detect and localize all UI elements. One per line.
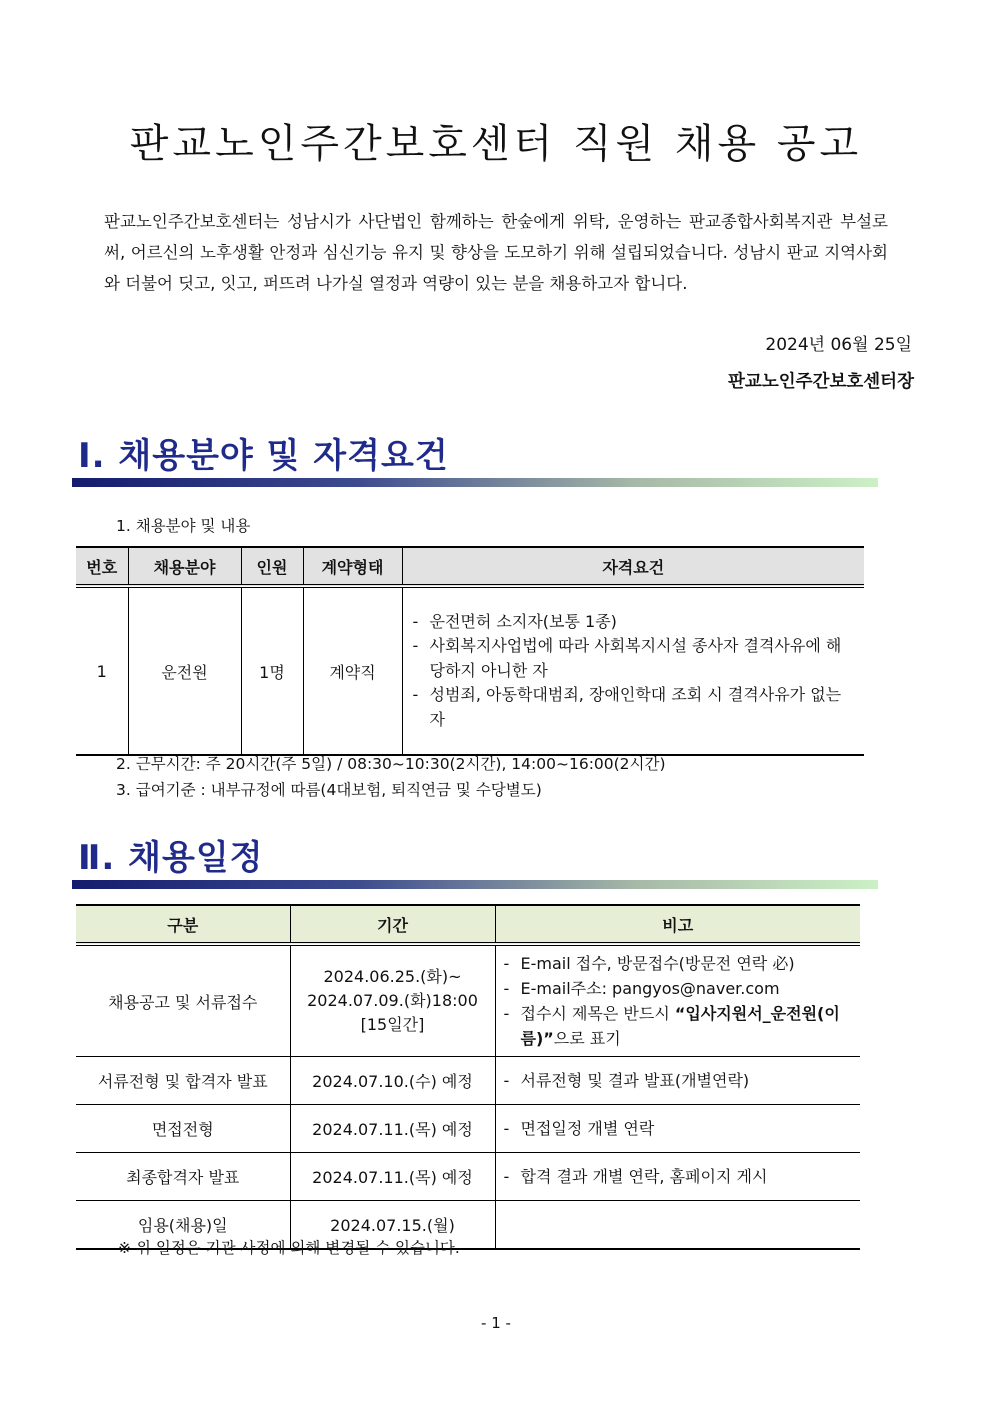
salary-standard: 3. 급여기준 : 내부규정에 따름(4대보험, 퇴직연금 및 수당별도) xyxy=(116,781,542,799)
period-start: 2024.06.25.(화)~ xyxy=(323,967,462,986)
intro-paragraph: 판교노인주간보호센터는 성남시가 사단법인 함께하는 한숲에게 위탁, 운영하는 판교종합사회복지관 부설로써, 어르신의 노후생활 안정과 심신기능 유지 및 향상을 도모하기 위해 설립되었습니다. 성남시 판교 지역사회와 더불어 딧고, 잇고, 퍼뜨려 나가실 열정과 역량이 있는 분을 채용하고자 합니다. xyxy=(104,212,888,293)
table-row xyxy=(76,1057,860,1105)
requirement-item: - 성범죄, 아동학대범죄, 장애인학대 조회 시 결격사유가 없는 자 xyxy=(413,683,857,732)
table-row xyxy=(76,944,860,1057)
table-header-row xyxy=(76,905,860,944)
header-note: 비고 xyxy=(495,905,860,944)
note-item: - E-mail주소: pangyos@naver.com xyxy=(504,976,853,1001)
table-row xyxy=(76,1153,860,1201)
header-stage: 구분 xyxy=(76,905,290,944)
announcement-date: 2024년 06월 25일 xyxy=(765,335,912,355)
section-2-heading: Ⅱ. 채용일정 xyxy=(78,838,264,878)
section-2-divider xyxy=(72,880,878,889)
table-row xyxy=(76,586,864,755)
cell-count: 1명 xyxy=(241,586,303,755)
period-duration: [15일간] xyxy=(360,1015,425,1034)
cell-field: 운전원 xyxy=(128,586,241,755)
cell-note xyxy=(495,1057,860,1105)
cell-stage: 면접전형 xyxy=(76,1105,290,1153)
header-count: 인원 xyxy=(241,547,303,586)
note-text: 접수시 제목은 반드시 xyxy=(520,1004,675,1023)
header-requirements: 자격요건 xyxy=(402,547,864,586)
cell-period xyxy=(290,944,495,1057)
work-hours: 2. 근무시간: 주 20시간(주 5일) / 08:30~10:30(2시간), 14:00~16:00(2시간) xyxy=(116,755,666,773)
note-item: - 서류전형 및 결과 발표(개별연락) xyxy=(504,1068,853,1093)
cell-stage: 채용공고 및 서류접수 xyxy=(76,944,290,1057)
signer: 판교노인주간보호센터장 xyxy=(728,372,914,392)
cell-stage: 서류전형 및 합격자 발표 xyxy=(76,1057,290,1105)
section-1-divider xyxy=(72,478,878,487)
cell-period: 2024.07.10.(수) 예정 xyxy=(290,1057,495,1105)
header-no: 번호 xyxy=(76,547,128,586)
cell-stage: 임용(채용)일 xyxy=(76,1201,290,1250)
note-item: - E-mail 접수, 방문접수(방문전 연락 必) xyxy=(504,951,853,976)
note-item: - 합격 결과 개별 연락, 홈페이지 게시 xyxy=(504,1164,853,1189)
cell-requirements xyxy=(402,586,864,755)
section-1-heading: Ⅰ. 채용분야 및 자격요건 xyxy=(78,436,449,476)
cell-period: 2024.07.15.(월) xyxy=(290,1201,495,1250)
header-contract: 계약형태 xyxy=(303,547,402,586)
cell-stage: 최종합격자 발표 xyxy=(76,1153,290,1201)
schedule-table xyxy=(76,904,860,1250)
table-row xyxy=(76,1105,860,1153)
requirement-item: - 사회복지사업법에 따라 사회복지시설 종사자 결격사유에 해당하지 아니한 자 xyxy=(413,634,857,683)
table-header-row xyxy=(76,547,864,586)
note-item xyxy=(504,1001,853,1051)
cell-period: 2024.07.11.(목) 예정 xyxy=(290,1153,495,1201)
section-1-subheading: 1. 채용분야 및 내용 xyxy=(116,517,251,535)
note-title-format: “입사지원서_운전원(이름)” xyxy=(520,1004,840,1048)
cell-no: 1 xyxy=(76,586,128,755)
schedule-notice: ※ 위 일정은 기관 사정에 의해 변경될 수 있습니다. xyxy=(118,1239,460,1257)
period-end: 2024.07.09.(화)18:00 xyxy=(307,991,478,1010)
header-period: 기간 xyxy=(290,905,495,944)
cell-note xyxy=(495,1105,860,1153)
cell-note xyxy=(495,944,860,1057)
note-item: - 면접일정 개별 연락 xyxy=(504,1116,853,1141)
cell-period: 2024.07.11.(목) 예정 xyxy=(290,1105,495,1153)
requirement-item: - 운전면허 소지자(보통 1종) xyxy=(413,610,857,635)
cell-note xyxy=(495,1153,860,1201)
page-title: 판교노인주간보호센터 직원 채용 공고 xyxy=(129,121,863,167)
header-field: 채용분야 xyxy=(128,547,241,586)
page-number: - 1 - xyxy=(481,1314,511,1332)
cell-contract: 계약직 xyxy=(303,586,402,755)
cell-note xyxy=(495,1201,860,1250)
note-text: 으로 표기 xyxy=(553,1029,621,1048)
recruitment-table xyxy=(76,546,864,756)
